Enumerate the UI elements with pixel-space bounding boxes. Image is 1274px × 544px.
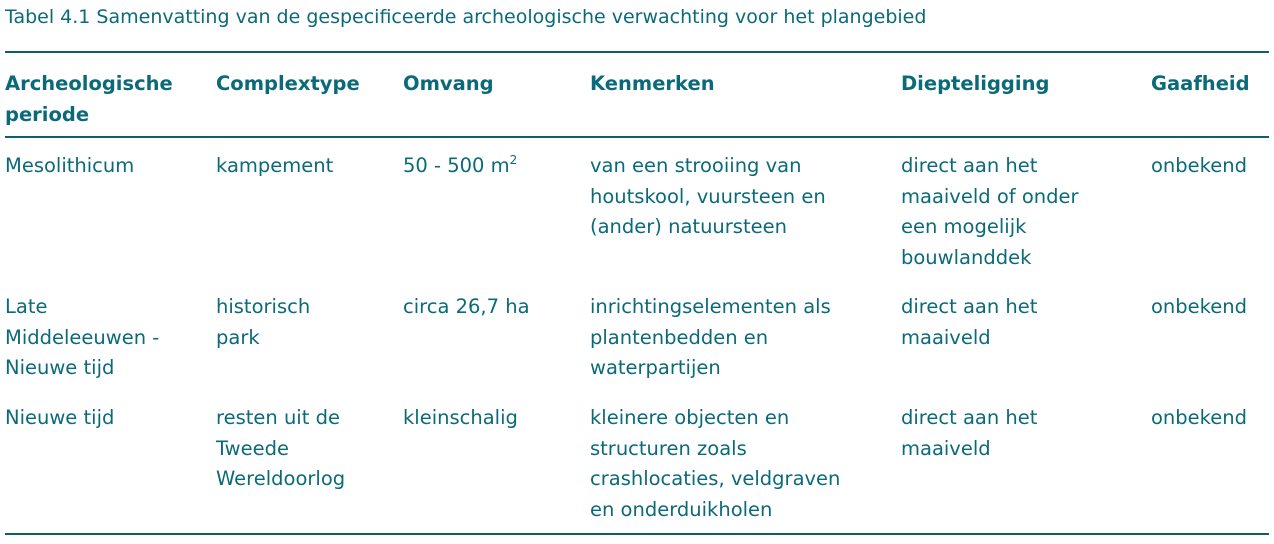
table-caption: Tabel 4.1 Samenvatting van de gespecificeerde archeologische verwachting voor het plangebied [5, 6, 927, 28]
header-rule [5, 136, 1269, 138]
cell-diepteligging: direct aan het maaiveld [901, 406, 1038, 460]
superscript: 2 [509, 153, 518, 167]
header-complextype: Complextype [216, 72, 360, 95]
header-omvang: Omvang [403, 72, 494, 95]
header-diepteligging: Diepteligging [901, 72, 1050, 95]
cell-periode: Mesolithicum [5, 154, 135, 177]
cell-periode: Nieuwe tijd [5, 406, 115, 429]
cell-diepteligging: direct aan het maaiveld of onder een mogelijk bouwlanddek [901, 154, 1079, 269]
cell-periode: Late Middeleeuwen - Nieuwe tijd [5, 295, 160, 380]
cell-gaafheid: onbekend [1151, 406, 1247, 429]
cell-kenmerken: inrichtingselementen als plantenbedden en waterpartijen [590, 295, 831, 380]
header-kenmerken: Kenmerken [590, 72, 715, 95]
cell-omvang: kleinschalig [403, 406, 518, 429]
header-periode: Archeologische periode [5, 72, 173, 126]
cell-complextype: historisch park [216, 295, 311, 349]
cell-kenmerken: van een strooiing van houtskool, vuursteen en (ander) natuursteen [590, 154, 826, 239]
table-bottom-rule [5, 533, 1269, 535]
table-top-rule [5, 51, 1269, 53]
cell-omvang: 50 - 500 $m^2$ [403, 153, 518, 177]
cell-kenmerken: kleinere objecten en structuren zoals crashlocaties, veldgraven en onderduikholen [590, 406, 841, 521]
cell-diepteligging: direct aan het maaiveld [901, 295, 1038, 349]
cell-complextype: kampement [216, 154, 334, 177]
cell-gaafheid: onbekend [1151, 295, 1247, 318]
cell-complextype: resten uit de Tweede Wereldoorlog [216, 406, 346, 491]
cell-omvang: circa 26,7 ha [403, 295, 530, 318]
header-gaafheid: Gaafheid [1151, 72, 1250, 95]
cell-gaafheid: onbekend [1151, 154, 1247, 177]
